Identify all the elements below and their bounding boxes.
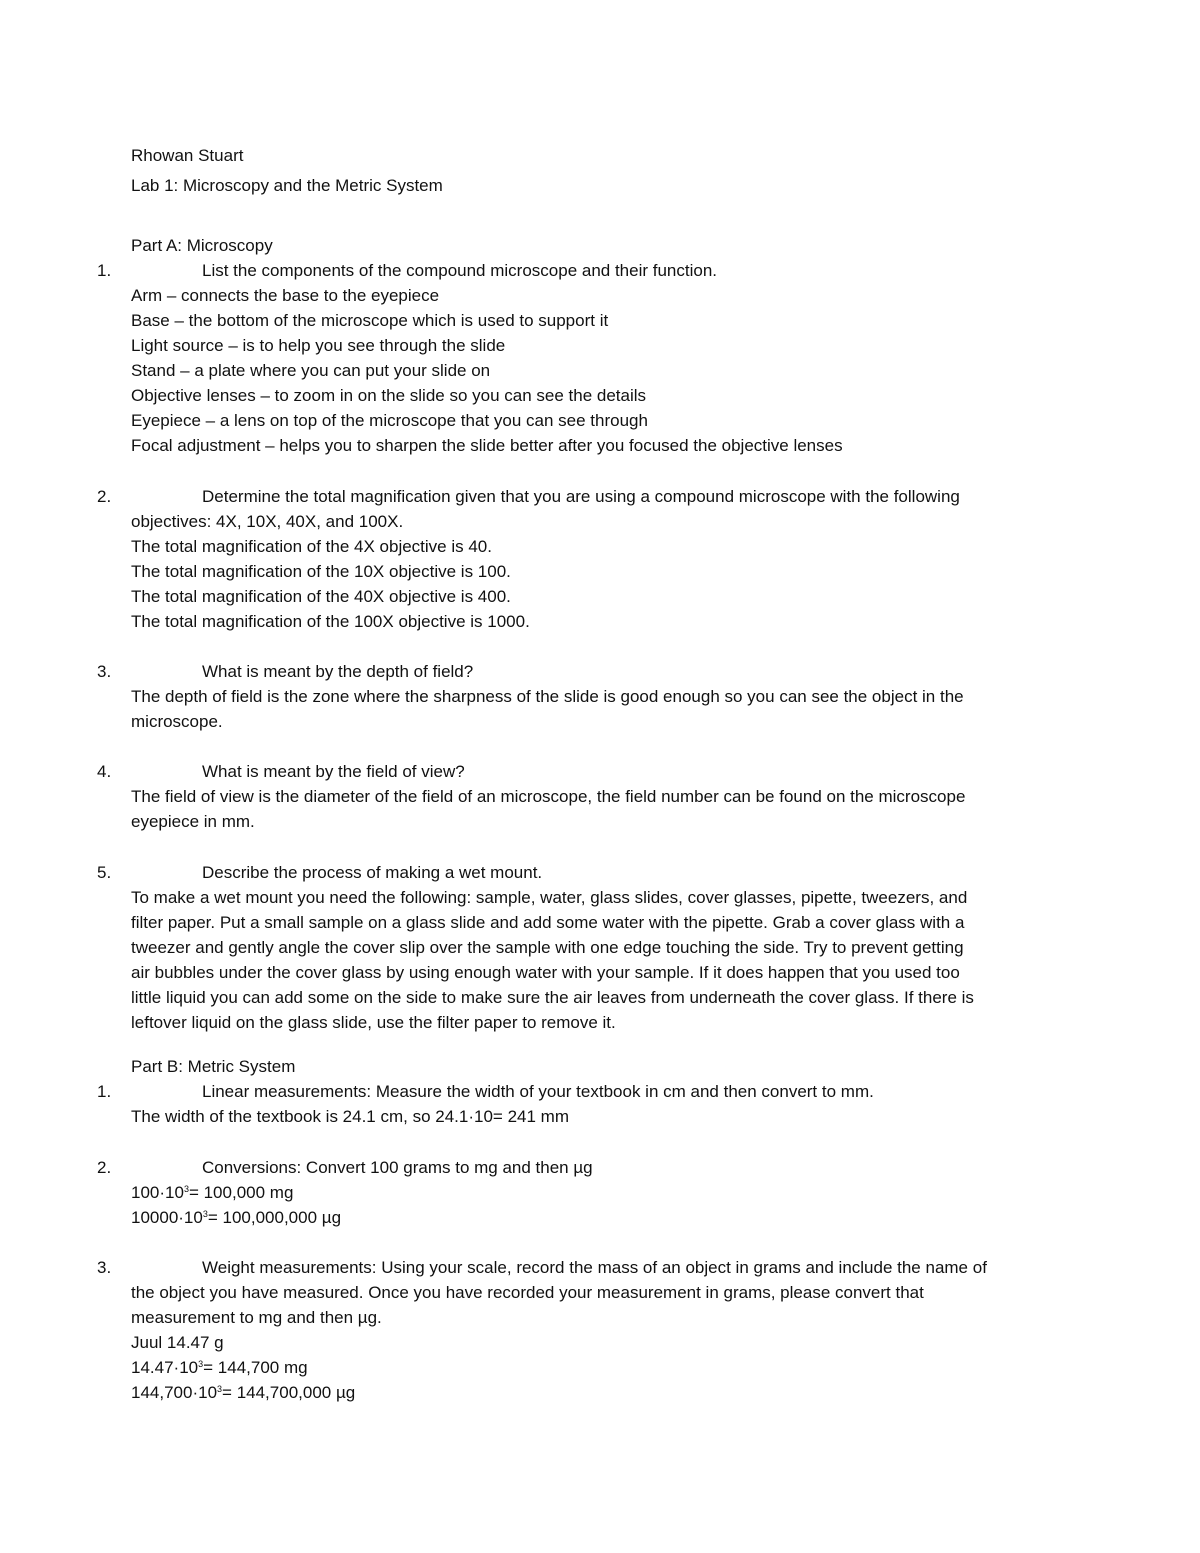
calc-result: = 144,700,000 µg: [222, 1383, 356, 1402]
calc-base: 144,700·10: [131, 1383, 218, 1402]
author-name: Rhowan Stuart: [131, 146, 244, 165]
question-text-continued: the object you have measured. Once you have recorded your measurement in grams, please convert that: [131, 1283, 924, 1302]
calculation-line: [131, 1380, 355, 1405]
answer-line: Objective lenses – to zoom in on the slide so you can see the details: [131, 386, 647, 405]
answer-line: The total magnification of the 10X objective is 100.: [131, 562, 511, 581]
answer-line: Eyepiece – a lens on top of the microscope that you can see through: [131, 411, 648, 430]
exponent: 3: [198, 1359, 204, 1369]
answer-line: filter paper. Put a small sample on a glass slide and add some water with the pipette. Grab a cover glass with a: [131, 913, 965, 932]
answer-line: Juul 14.47 g: [131, 1333, 224, 1352]
calc-base: 14.47·10: [131, 1358, 199, 1377]
question-number: 2.: [97, 487, 112, 506]
question-text: Conversions: Convert 100 grams to mg and then µg: [202, 1158, 593, 1177]
question-text-continued: measurement to mg and then µg.: [131, 1308, 382, 1327]
answer-line: eyepiece in mm.: [131, 812, 255, 831]
lab-title: Lab 1: Microscopy and the Metric System: [131, 176, 443, 195]
answer-line: The total magnification of the 100X objective is 1000.: [131, 612, 530, 631]
answer-line: air bubbles under the cover glass by using enough water with your sample. If it does happen that you used too: [131, 963, 960, 982]
calculation-line: [131, 1205, 341, 1230]
calculation-line: [131, 1355, 308, 1380]
answer-line: tweezer and gently angle the cover slip over the sample with one edge touching the side. Try to prevent getting: [131, 938, 964, 957]
calculation-line: [131, 1180, 293, 1205]
answer-line: The field of view is the diameter of the field of an microscope, the field number can be found on the microscope: [131, 787, 966, 806]
answer-line: The depth of field is the zone where the sharpness of the slide is good enough so you can see the object in the: [131, 687, 964, 706]
calc-base: 10000·10: [131, 1208, 203, 1227]
answer-line: The total magnification of the 4X objective is 40.: [131, 537, 492, 556]
exponent: 3: [183, 1184, 189, 1194]
exponent: 3: [217, 1384, 223, 1394]
answer-line: The total magnification of the 40X objective is 400.: [131, 587, 511, 606]
answer-line: microscope.: [131, 712, 223, 731]
answer-line: Light source – is to help you see through the slide: [131, 336, 506, 355]
answer-line: The width of the textbook is 24.1 cm, so 24.1·10= 241 mm: [131, 1107, 569, 1126]
calc-result: = 100,000,000 µg: [207, 1208, 342, 1227]
exponent: 3: [202, 1209, 208, 1219]
answer-line: little liquid you can add some on the side to make sure the air leaves from underneath the cover glass. If there is: [131, 988, 974, 1007]
question-number: 3.: [97, 1258, 112, 1277]
question-number: 4.: [97, 762, 112, 781]
part-a-heading: Part A: Microscopy: [131, 236, 273, 255]
answer-line: Base – the bottom of the microscope which is used to support it: [131, 311, 609, 330]
question-text: Describe the process of making a wet mount.: [202, 863, 543, 882]
calc-result: = 144,700 mg: [203, 1358, 308, 1377]
question-text: Determine the total magnification given that you are using a compound microscope with the following: [202, 487, 960, 506]
question-text: Weight measurements: Using your scale, record the mass of an object in grams and include the name of: [202, 1258, 987, 1277]
question-text-continued: objectives: 4X, 10X, 40X, and 100X.: [131, 512, 404, 531]
question-number: 1.: [97, 1082, 112, 1101]
calc-base: 100·10: [131, 1183, 184, 1202]
question-text: List the components of the compound microscope and their function.: [202, 261, 718, 280]
calc-result: = 100,000 mg: [188, 1183, 294, 1202]
answer-line: Arm – connects the base to the eyepiece: [131, 286, 440, 305]
question-number: 1.: [97, 261, 112, 280]
question-text: What is meant by the depth of field?: [202, 662, 474, 681]
question-text: What is meant by the field of view?: [202, 762, 465, 781]
answer-line: leftover liquid on the glass slide, use the filter paper to remove it.: [131, 1013, 616, 1032]
question-number: 3.: [97, 662, 112, 681]
answer-line: To make a wet mount you need the following: sample, water, glass slides, cover glasses, pipette, tweezers, and: [131, 888, 968, 907]
question-text: Linear measurements: Measure the width of your textbook in cm and then convert to mm.: [202, 1082, 874, 1101]
answer-line: Focal adjustment – helps you to sharpen the slide better after you focused the objective lenses: [131, 436, 843, 455]
answer-line: Stand – a plate where you can put your slide on: [131, 361, 491, 380]
question-number: 2.: [97, 1158, 112, 1177]
part-b-heading: Part B: Metric System: [131, 1057, 296, 1076]
question-number: 5.: [97, 863, 112, 882]
